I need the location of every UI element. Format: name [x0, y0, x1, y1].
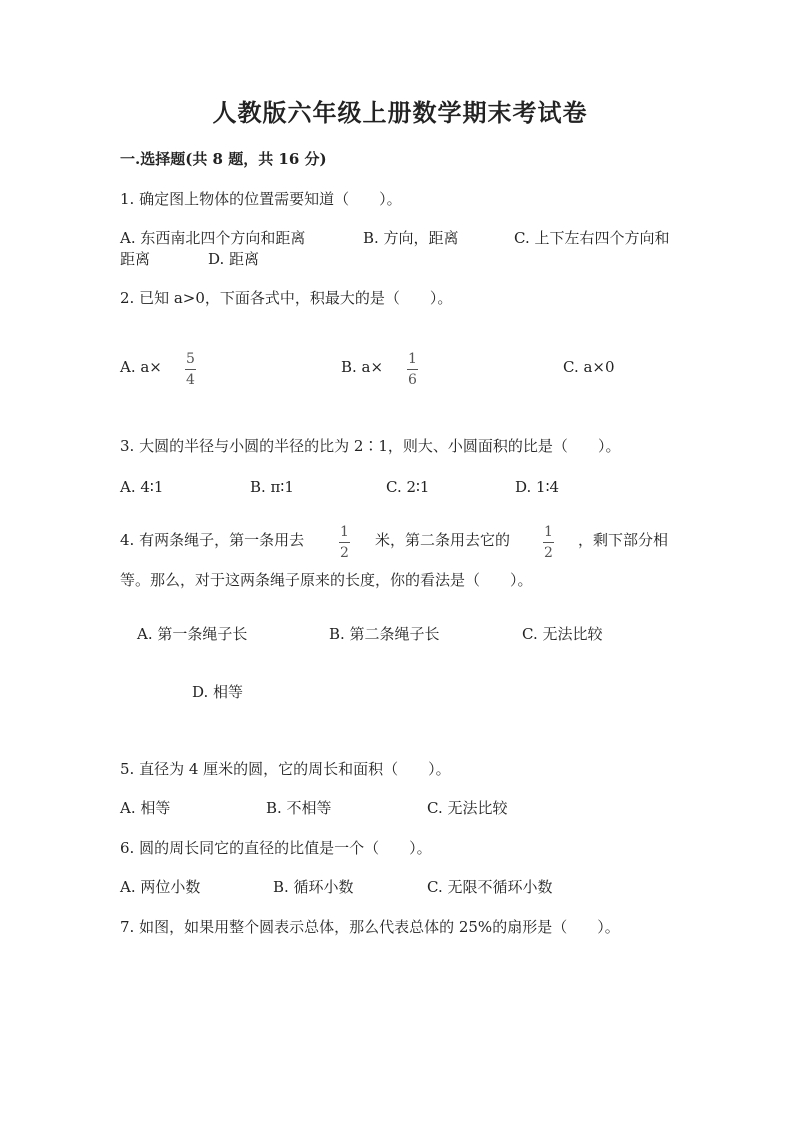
question-5-option-b[interactable]: B. 不相等	[266, 799, 332, 817]
question-4-option-d[interactable]: D. 相等	[192, 683, 244, 701]
fraction-bar	[339, 542, 350, 543]
fraction-bar	[185, 369, 196, 370]
question-5-option-a[interactable]: A. 相等	[120, 799, 171, 817]
question-1-option-a[interactable]: A. 东西南北四个方向和距离	[120, 229, 306, 247]
fraction-bar	[407, 369, 418, 370]
question-3-option-a[interactable]: A. 4∶1	[120, 478, 164, 496]
question-3-option-c[interactable]: C. 2∶1	[386, 478, 430, 496]
question-1-option-d[interactable]: D. 距离	[208, 250, 260, 268]
fraction-denominator: 4	[186, 372, 195, 388]
question-1-option-c-continued: 距离	[120, 250, 151, 268]
page-title: 人教版六年级上册数学期末考试卷	[212, 98, 588, 127]
question-7-stem: 7. 如图，如果用整个圆表示总体，那么代表总体的 25%的扇形是（ ）。	[120, 918, 620, 936]
fraction-numerator: 5	[186, 351, 195, 367]
question-4-option-b[interactable]: B. 第二条绳子长	[329, 625, 440, 643]
question-1-option-c[interactable]: C. 上下左右四个方向和	[514, 229, 670, 247]
question-2-option-b-fraction	[407, 351, 418, 388]
question-6-option-c[interactable]: C. 无限不循环小数	[427, 878, 553, 896]
question-2-option-c[interactable]: C. a×0	[563, 358, 615, 376]
question-5-option-c[interactable]: C. 无法比较	[427, 799, 508, 817]
fraction-denominator: 2	[340, 545, 349, 561]
question-6-stem: 6. 圆的周长同它的直径的比值是一个（ ）。	[120, 839, 432, 857]
question-2-stem: 2. 已知 a>0，下面各式中，积最大的是（ ）。	[120, 289, 453, 307]
question-1-option-b[interactable]: B. 方向，距离	[363, 229, 459, 247]
question-3-stem: 3. 大圆的半径与小圆的半径的比为 2∶1，则大、小圆面积的比是（ ）。	[120, 437, 621, 455]
question-5-stem: 5. 直径为 4 厘米的圆，它的周长和面积（ ）。	[120, 760, 451, 778]
question-4-stem-part-2: 米，第二条用去它的	[375, 531, 511, 549]
question-2-option-b[interactable]: B. a×	[341, 358, 384, 376]
fraction-denominator: 2	[544, 545, 553, 561]
section-heading: 一.选择题(共 8 题，共 16 分)	[120, 150, 327, 168]
question-3-option-b[interactable]: B. π∶1	[250, 478, 294, 496]
fraction-numerator: 1	[408, 351, 417, 367]
question-3-option-d[interactable]: D. 1∶4	[515, 478, 560, 496]
question-4-stem-part-3: ，剩下部分相	[578, 531, 669, 549]
question-1-stem: 1. 确定图上物体的位置需要知道（ ）。	[120, 190, 402, 208]
question-4-stem-part-1: 4. 有两条绳子，第一条用去	[120, 531, 305, 549]
question-6-option-b[interactable]: B. 循环小数	[273, 878, 354, 896]
question-4-option-a[interactable]: A. 第一条绳子长	[137, 625, 248, 643]
question-2-option-a-fraction	[185, 351, 196, 388]
fraction-bar	[543, 542, 554, 543]
question-6-option-a[interactable]: A. 两位小数	[120, 878, 201, 896]
fraction-denominator: 6	[408, 372, 417, 388]
question-2-option-a[interactable]: A. a×	[120, 358, 162, 376]
fraction-numerator: 1	[544, 524, 553, 540]
question-4-option-c[interactable]: C. 无法比较	[522, 625, 603, 643]
question-4-fraction-2	[543, 524, 554, 561]
question-4-stem-line-2: 等。那么，对于这两条绳子原来的长度，你的看法是（ ）。	[120, 571, 533, 589]
fraction-numerator: 1	[340, 524, 349, 540]
question-4-fraction-1	[339, 524, 350, 561]
